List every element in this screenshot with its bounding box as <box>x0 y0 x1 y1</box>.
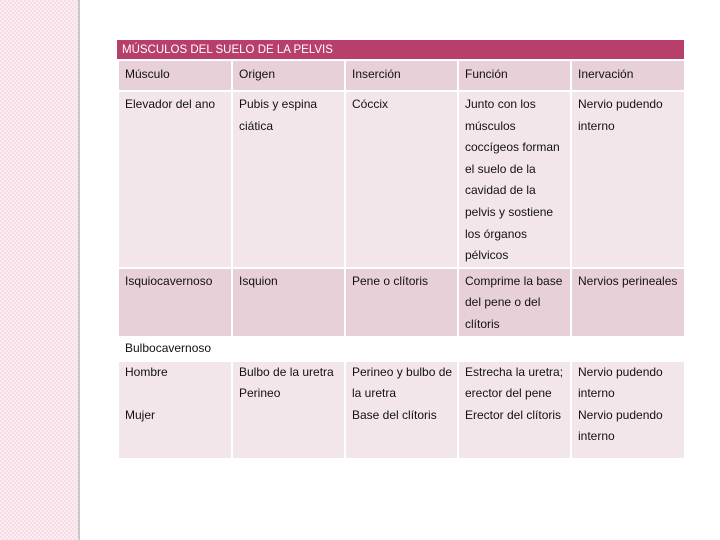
cell-empty <box>232 337 345 361</box>
cell-text: Hombre <box>125 364 168 379</box>
cell-text: Mujer <box>125 407 156 422</box>
cell-spacer <box>125 383 227 405</box>
header-cell: Inserción <box>345 60 458 91</box>
table-row <box>118 337 685 361</box>
cell-text: músculos <box>465 118 516 133</box>
cell-text: Isquiocavernoso <box>125 273 213 288</box>
cell-funcion <box>458 361 571 459</box>
cell-text: Perineo <box>239 386 281 401</box>
cell-text: clítoris <box>465 316 500 331</box>
data-table <box>117 59 686 460</box>
cell-text: pelvis y sostiene <box>465 204 554 219</box>
cell-inervacion <box>571 361 685 459</box>
cell-musculo <box>118 91 232 268</box>
cell-text: Nervio pudendo <box>578 364 663 379</box>
cell-text: coccígeos forman <box>465 140 560 155</box>
header-cell: Inervación <box>571 60 685 91</box>
table-title: MÚSCULOS DEL SUELO DE LA PELVIS <box>117 40 684 59</box>
cell-text: Isquion <box>239 273 278 288</box>
cell-musculo <box>118 268 232 337</box>
table-row <box>118 268 685 337</box>
cell-text: Nervio pudendo <box>578 97 663 111</box>
cell-text: interno <box>578 386 615 401</box>
cell-text: la uretra <box>352 386 397 401</box>
cell-text: Nervios perineales <box>578 273 678 288</box>
cell-text: el suelo de la <box>465 161 536 176</box>
cell-text: cavidad de la <box>465 183 536 198</box>
cell-text: Perineo y bulbo de <box>352 364 453 379</box>
table-row <box>118 361 685 459</box>
muscle-table <box>117 40 684 460</box>
cell-text: erector del pene <box>465 386 552 401</box>
cell-text: pélvicos <box>465 248 509 263</box>
header-cell: Músculo <box>118 60 232 91</box>
cell-origen <box>232 268 345 337</box>
table-row <box>118 91 685 268</box>
cell-funcion <box>458 91 571 268</box>
cell-empty <box>345 337 458 361</box>
cell-text: Bulbo de la uretra <box>239 364 334 379</box>
decorative-side-strip <box>0 0 78 540</box>
cell-text: Erector del clítoris <box>465 407 562 422</box>
cell-text: Bulbocavernoso <box>125 340 212 355</box>
cell-text: Base del clítoris <box>352 407 437 422</box>
header-row <box>118 60 685 91</box>
cell-text: Pubis y espina <box>239 97 318 111</box>
cell-inervacion <box>571 91 685 268</box>
side-divider <box>78 0 80 540</box>
cell-insercion <box>345 361 458 459</box>
cell-inervacion <box>571 268 685 337</box>
cell-musculo <box>118 337 232 361</box>
cell-empty <box>571 337 685 361</box>
cell-text: Comprime la base <box>465 273 563 288</box>
cell-text: Pene o clítoris <box>352 273 429 288</box>
cell-text: interno <box>578 429 615 444</box>
cell-text: los órganos <box>465 226 528 241</box>
cell-funcion <box>458 268 571 337</box>
header-cell: Origen <box>232 60 345 91</box>
cell-insercion <box>345 268 458 337</box>
cell-musculo <box>118 361 232 459</box>
header-cell: Función <box>458 60 571 91</box>
cell-insercion <box>345 91 458 268</box>
cell-text: Nervio pudendo <box>578 407 663 422</box>
cell-text: Junto con los <box>465 97 536 111</box>
cell-text: del pene o del <box>465 295 541 310</box>
cell-origen <box>232 91 345 268</box>
cell-empty <box>458 337 571 361</box>
cell-text: ciática <box>239 118 274 133</box>
cell-text: Estrecha la uretra; <box>465 364 564 379</box>
cell-origen <box>232 361 345 459</box>
cell-text: interno <box>578 118 615 133</box>
cell-text: Cóccix <box>352 97 389 111</box>
cell-text: Elevador del ano <box>125 97 216 111</box>
